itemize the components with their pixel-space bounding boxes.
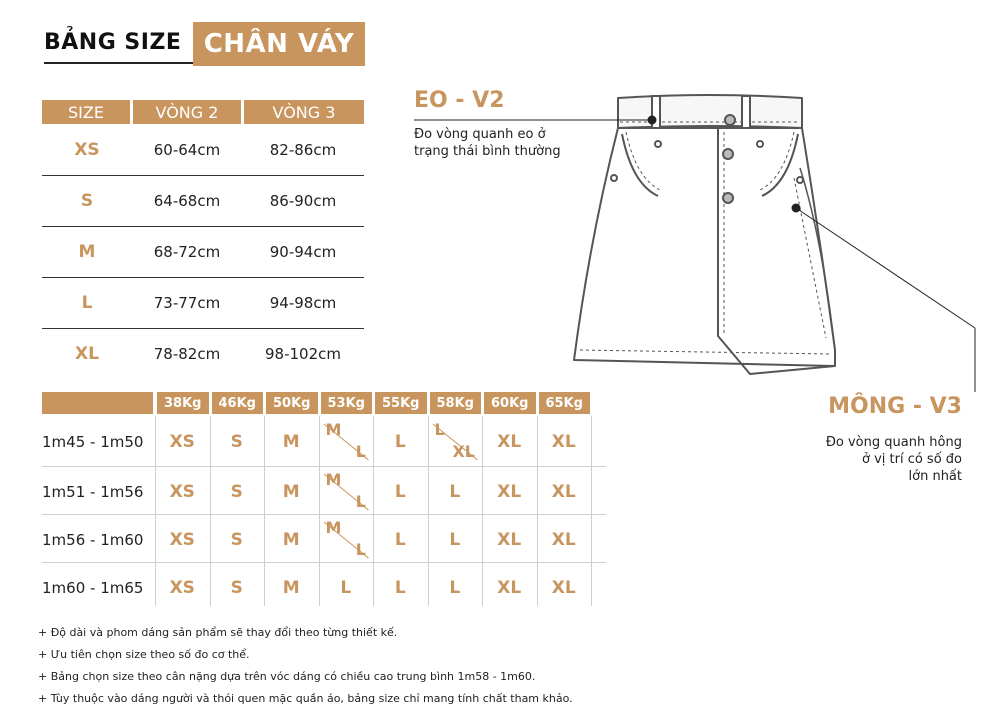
size-label: M	[78, 241, 96, 262]
size-recommendation: L	[394, 482, 406, 502]
weight-header: 58Kg	[430, 392, 482, 414]
size-recommendation: XL	[497, 530, 522, 550]
size-recommendation: S	[230, 482, 243, 502]
size-header: SIZE	[42, 100, 130, 124]
size-recommendation: XS	[169, 530, 195, 550]
size-option-secondary: XL	[452, 442, 475, 461]
hip-value: 82-86cm	[269, 140, 337, 159]
size-option-secondary: L	[355, 492, 366, 511]
size-recommendation: M	[282, 578, 300, 598]
note-1: + Độ dài và phom dáng sản phẩm sẽ thay đổi theo từng thiết kế.	[38, 626, 398, 639]
size-recommendation: S	[230, 432, 243, 452]
size-recommendation: XS	[169, 578, 195, 598]
waist-value: 64-68cm	[153, 191, 221, 210]
size-recommendation: L	[394, 432, 406, 452]
weight-header: 65Kg	[539, 392, 591, 414]
hip-annotation-line3: lớn nhất	[908, 469, 962, 484]
weight-header: 38Kg	[157, 392, 209, 414]
size-option-primary: M	[325, 470, 342, 489]
height-range: 1m45 - 1m50	[42, 433, 144, 451]
size-recommendation: XL	[497, 482, 522, 502]
size-option-primary: M	[325, 420, 342, 439]
waist-header: VÒNG 2	[133, 100, 241, 124]
size-recommendation: XS	[169, 432, 195, 452]
note-4: + Tùy thuộc vào dáng người và thói quen mặc quần áo, bảng size chỉ mang tính chất tham khảo.	[38, 692, 573, 705]
size-recommendation: L	[340, 578, 352, 598]
size-recommendation: S	[230, 530, 243, 550]
size-recommendation: S	[230, 578, 243, 598]
size-label: L	[81, 292, 93, 313]
size-recommendation: XL	[497, 432, 522, 452]
hip-value: 90-94cm	[269, 242, 337, 261]
weight-header: 60Kg	[484, 392, 536, 414]
size-recommendation: L	[394, 578, 406, 598]
waist-value: 60-64cm	[153, 140, 221, 159]
height-range: 1m60 - 1m65	[42, 579, 144, 597]
note-2: + Ưu tiên chọn size theo số đo cơ thể.	[38, 648, 250, 661]
hip-value: 86-90cm	[269, 191, 337, 210]
size-recommendation: L	[394, 530, 406, 550]
size-recommendation: XS	[169, 482, 195, 502]
height-range: 1m51 - 1m56	[42, 483, 144, 501]
size-label: S	[80, 190, 94, 211]
size-recommendation: M	[282, 482, 300, 502]
waist-annotation-title: EO - V2	[414, 88, 505, 113]
size-option-primary: L	[434, 420, 445, 439]
hip-header: VÒNG 3	[244, 100, 364, 124]
size-option-secondary: L	[355, 442, 366, 461]
hip-annotation-line1: Đo vòng quanh hông	[825, 435, 962, 450]
waist-value: 78-82cm	[153, 344, 221, 363]
size-recommendation: L	[449, 578, 461, 598]
size-recommendation: XL	[551, 530, 576, 550]
size-recommendation: L	[449, 482, 461, 502]
hip-annotation-title: MÔNG - V3	[828, 394, 962, 419]
waist-annotation-line2: trạng thái bình thường	[414, 144, 561, 159]
note-3: + Bảng chọn size theo cân nặng dựa trên vóc dáng có chiều cao trung bình 1m58 - 1m60.	[38, 670, 536, 683]
size-recommendation: M	[282, 432, 300, 452]
weight-header: 53Kg	[321, 392, 373, 414]
size-label: XS	[74, 139, 100, 160]
size-recommendation: L	[449, 530, 461, 550]
waist-value: 68-72cm	[153, 242, 221, 261]
title-highlight: CHÂN VÁY	[193, 22, 365, 66]
waist-value: 73-77cm	[153, 293, 221, 312]
hip-annotation-line2: ở vị trí có số đo	[861, 452, 962, 467]
hip-value: 98-102cm	[265, 344, 341, 363]
size-option-secondary: L	[355, 540, 366, 559]
size-option-primary: M	[325, 518, 342, 537]
weight-header: 46Kg	[212, 392, 264, 414]
weight-header: 55Kg	[375, 392, 427, 414]
weight-header: 50Kg	[266, 392, 318, 414]
hip-value: 94-98cm	[269, 293, 337, 312]
page-title: BẢNG SIZE	[44, 30, 182, 55]
size-recommendation: XL	[551, 578, 576, 598]
waist-annotation-line1: Đo vòng quanh eo ở	[414, 127, 546, 142]
size-recommendation: XL	[551, 432, 576, 452]
height-range: 1m56 - 1m60	[42, 531, 144, 549]
size-label: XL	[75, 343, 99, 364]
size-recommendation: XL	[497, 578, 522, 598]
size-recommendation: XL	[551, 482, 576, 502]
size-recommendation: M	[282, 530, 300, 550]
